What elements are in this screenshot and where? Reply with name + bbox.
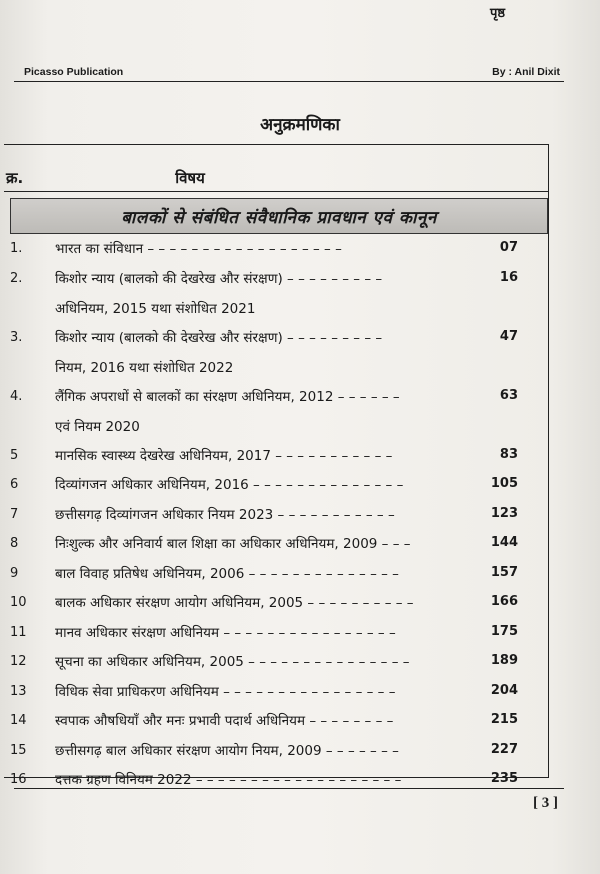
- entry-title: छत्तीसगढ़ बाल अधिकार संरक्षण आयोग नियम, 2009 – – – – – – –: [55, 742, 399, 759]
- contents-entry: [0, 267, 560, 326]
- footer-rule: [14, 788, 564, 789]
- entry-page: 189: [490, 653, 518, 668]
- contents-entry: [0, 503, 560, 533]
- entry-title: सूचना का अधिकार अधिनियम, 2005 – – – – – – – – – – – – – – –: [55, 654, 410, 670]
- entry-title: छत्तीसगढ़ दिव्यांगजन अधिकार नियम 2023 – – – – – – – – – – –: [55, 506, 395, 523]
- header-rule: [14, 81, 564, 82]
- entry-title: भारत का संविधान – – – – – – – – – – – – – – – – – –: [55, 241, 342, 257]
- entry-number: 2.: [10, 270, 23, 286]
- entry-title: दिव्यांगजन अधिकार अधिनियम, 2016 – – – – – – – – – – – – – –: [55, 477, 404, 493]
- contents-entry: [0, 562, 560, 592]
- entry-title: बाल विवाह प्रतिषेध अधिनियम, 2006 – – – – – – – – – – – – – –: [55, 565, 399, 582]
- publisher-name: Picasso Publication: [24, 66, 124, 78]
- entry-number: 14: [10, 713, 27, 728]
- entry-number: 1.: [10, 241, 23, 256]
- entry-page: 105: [490, 476, 518, 491]
- page-title: अनुक्रमणिका: [260, 115, 340, 135]
- entry-number: 15: [10, 742, 27, 758]
- entry-page: 235: [490, 771, 518, 786]
- entry-page: 63: [499, 387, 518, 403]
- entry-title: दत्तक ग्रहण विनियम 2022 – – – – – – – – – – – – – – – – – – –: [55, 772, 402, 788]
- entry-page: 83: [499, 446, 518, 462]
- entry-number: 6: [10, 477, 19, 492]
- entry-title: लैंगिक अपराधों से बालकों का संरक्षण अधिनियम, 2012 – – – – – –: [55, 388, 400, 405]
- entry-number: 13: [10, 683, 27, 699]
- contents-entry: [0, 532, 560, 562]
- entry-title: विधिक सेवा प्राधिकरण अधिनियम – – – – – – – – – – – – – – – –: [55, 683, 396, 700]
- entry-number: 3.: [10, 329, 23, 345]
- entry-page: 123: [490, 505, 518, 521]
- entry-title-continued: नियम, 2016 यथा संशोधित 2022: [55, 359, 234, 376]
- entry-title: निःशुल्क और अनिवार्य बाल शिक्षा का अधिकार अधिनियम, 2009 – – –: [55, 536, 411, 552]
- entry-page: 16: [499, 269, 518, 285]
- column-header-sn: क्र.: [6, 169, 24, 187]
- entry-page: 215: [490, 712, 518, 727]
- page-number: [ 3 ]: [533, 795, 558, 811]
- entry-number: 11: [10, 624, 27, 640]
- entry-number: 16: [10, 772, 27, 787]
- entry-title: स्वपाक औषधियाँ और मनः प्रभावी पदार्थ अधिनियम – – – – – – – –: [55, 713, 394, 729]
- entry-number: 8: [10, 536, 19, 551]
- contents-entry: [0, 621, 560, 651]
- entry-title: मानव अधिकार संरक्षण अधिनियम – – – – – – – – – – – – – – – –: [55, 624, 396, 641]
- author-name: By : Anil Dixit: [492, 66, 560, 78]
- running-head: [14, 66, 560, 80]
- column-header-subject: विषय: [175, 169, 205, 187]
- entry-title: किशोर न्याय (बालको की देखरेख और संरक्षण) – – – – – – – – –: [55, 329, 383, 346]
- entry-number: 12: [10, 654, 27, 669]
- entry-page: 47: [499, 328, 518, 344]
- column-header-page: पृष्ठ: [490, 6, 506, 21]
- entry-page: 166: [490, 594, 518, 609]
- header-row-rule: [4, 191, 549, 192]
- entry-number: 4.: [10, 388, 23, 404]
- entry-number: 9: [10, 565, 19, 581]
- entry-number: 5: [10, 447, 19, 463]
- entry-page: 175: [490, 623, 518, 639]
- contents-entry: [0, 237, 560, 267]
- entry-page: 144: [490, 535, 518, 550]
- contents-list: [0, 237, 560, 798]
- entry-number: 10: [10, 595, 27, 610]
- entry-page: 157: [490, 564, 518, 580]
- contents-entry: [0, 326, 560, 385]
- entry-title: मानसिक स्वास्थ्य देखरेख अधिनियम, 2017 – – – – – – – – – – –: [55, 447, 393, 464]
- entry-number: 7: [10, 506, 19, 522]
- contents-entry: [0, 680, 560, 710]
- entry-page: 07: [499, 240, 518, 255]
- entry-title-continued: अधिनियम, 2015 यथा संशोधित 2021: [55, 300, 256, 317]
- contents-entry: [0, 444, 560, 474]
- entry-title: किशोर न्याय (बालको की देखरेख और संरक्षण) – – – – – – – – –: [55, 270, 383, 287]
- contents-entry: [0, 739, 560, 769]
- entry-page: 227: [490, 741, 518, 757]
- section-heading: बालकों से संबंधित संवैधानिक प्रावधान एवं कानून: [10, 198, 548, 234]
- contents-entry: [0, 768, 560, 798]
- entry-page: 204: [490, 682, 518, 698]
- contents-entry: [0, 591, 560, 621]
- contents-entry: [0, 709, 560, 739]
- contents-entry: [0, 473, 560, 503]
- contents-entry: [0, 385, 560, 444]
- entry-title: बालक अधिकार संरक्षण आयोग अधिनियम, 2005 – – – – – – – – – –: [55, 595, 414, 611]
- contents-entry: [0, 650, 560, 680]
- entry-title-continued: एवं नियम 2020: [55, 418, 140, 435]
